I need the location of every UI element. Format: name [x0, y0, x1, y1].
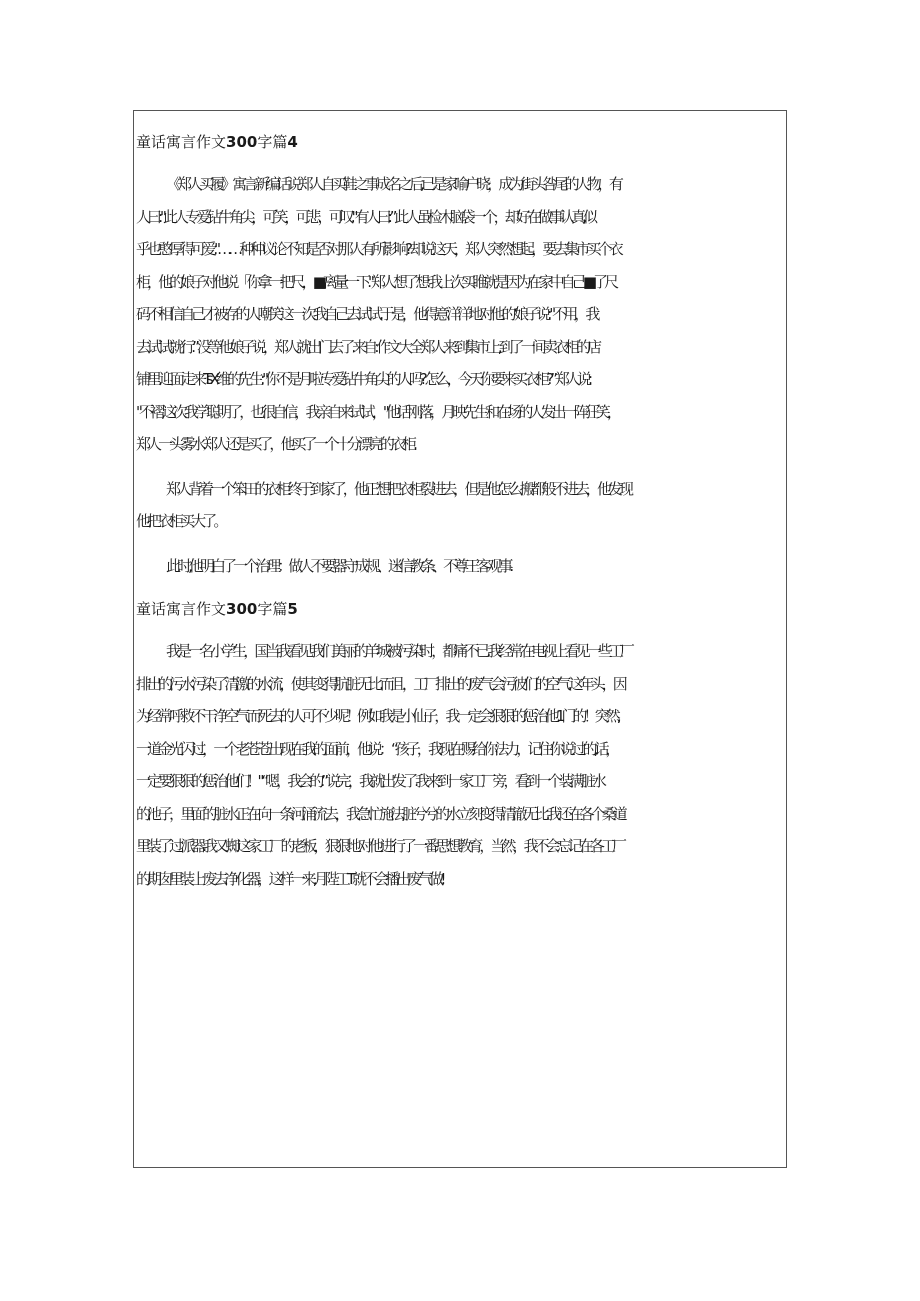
text-line: 柜，他的娘子对他说「你拿一把尺，■离量一下."郑人想了想: 我上次买睢就是因为在家中自己■了尺 [136, 272, 616, 291]
paragraph [136, 635, 786, 895]
section-heading: 童话寓言作文300字篇5 [136, 600, 298, 618]
paragraph [136, 550, 786, 583]
text-line: 一定要狠狠的惩治他们！" “嗯，我会的.” 说完，我就出发了.我来到一家工厂旁，看到一个装满脏水 [136, 772, 603, 790]
text-line: 去试试就行.” 没等他娘子说，郑人就出门去了.来自: 作文大全郑人来到集市上,到了一间卖衣柜的店 [136, 337, 599, 356]
text-line: 我是一名小学生，国当我看见我们美丽的羊城被污染时，都痛不已.我经常在电视上看见一些工厂 [166, 642, 631, 660]
text-line: 为经常呼救不干净空气而死去的人可不少呢！例如我是小仙子，我一定会狠狠的惩治他1门的！突然, [136, 707, 618, 725]
text-line: 他把衣柜买大了。 [136, 512, 225, 530]
text-line: 里装了过派器.我又蜘这家工厂的老板，狠狠地对他进行了一番思想教育，当然，我不会忘记在各工厂 [136, 837, 624, 855]
text-line: 此时,他明白了一个治理：做人不要器守成规、迷信教条、不尊王客观事. [166, 556, 511, 575]
text-line: 排出的污水污染了清激的水流，使其变得肮脏无比.而且，工厂排出的废气会污彼们的空气.这年头，因 [136, 674, 624, 693]
text-line: 铺里.迎面走来TsX维的先生: "你不是月啦专爱钻牛角尖的人吗? 怎么，今天你要来买衣柜?” 郑人说: [136, 370, 590, 388]
text-line: 乎也憨厚得可爱."……种种议论不知是否对那人有所影响? 却说这天，郑人突然想起，要去集市买个衣 [136, 240, 620, 258]
text-line: 郑人背着一个笨田的衣柜终于到家了，他正想把衣柜裂进去，但是他怎么搬都般不进去，他发现 [166, 479, 631, 498]
text-line: 一道金光闪过，一个老苍苍出现在我的面前，他说： “孩子，我现在赐给你法力，记住你说过的,话， [136, 739, 617, 758]
text-line: 人曰: "此人专爱钻牛角尖，可笑，可悲，可叹."有人曰: ” 此人虽检木脑袋一个，却好在做事认真,似 [136, 207, 595, 226]
section-heading: 童话寓言作文300字篇4 [136, 133, 298, 151]
paragraph [136, 168, 786, 461]
paragraph [136, 473, 786, 538]
text-line: 郑人一头雾水.郑人还是买了，他买了一个十分漂亮的衣柜. [136, 435, 414, 453]
text-line: 《郑人买履》寓言新编话说郑人自买鞋之事成名之后,已是家喻户晓，成为街头咎尾的人物，有 [166, 175, 620, 193]
text-line: 的池子，里面的脏水正在向一条河涌流去，我急忙施法,脏兮兮的水立刻变得清澈无比.我还在各个桑道 [136, 804, 624, 823]
text-line: 的期囱里装上废去净化器，这样一来,月陛工T就不会播出废气做! [136, 869, 443, 888]
text-line: "不褶,这次我学聪明了，也很自信，我亲自来试试，"他话刚落，月映先生和在场的人发出一阵狂笑， [136, 402, 618, 421]
document-body [136, 127, 786, 895]
text-line: 码不相信自己才被存的人嘲笑这一次我自己去试试.于是，他得意洋洋地对他的 ‘娘子说: "不用，我 [136, 305, 597, 323]
